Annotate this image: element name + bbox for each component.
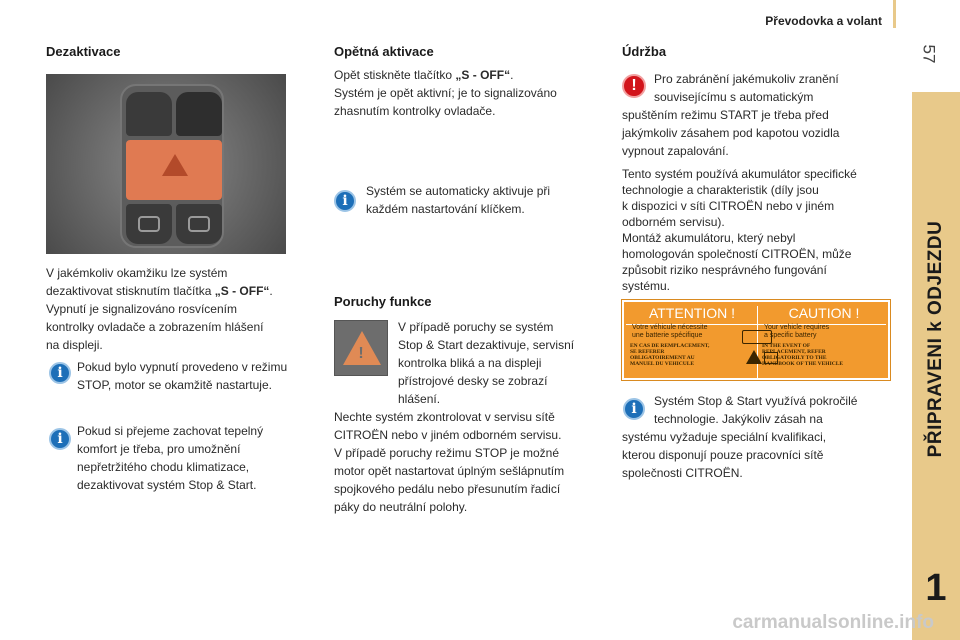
switch-console	[120, 84, 224, 248]
info-icon: i	[49, 428, 71, 450]
header-rule	[893, 0, 896, 28]
control-panel-photo	[46, 74, 286, 254]
esp-switch-icon	[126, 92, 172, 136]
maintenance-warning-text: Pro zabránění jakémukoliv zranění souvisejícímu s automatickým spuštěním režimu START je třeba před jakýmkoliv zásahem pod kapotou vozidla vypnout zapalování.	[622, 72, 840, 158]
battery-warning-label: ATTENTION ! Votre véhicule nécessite une batterie spécifique EN CAS DE REMPLACEMENT, SE REFERER OBLIGATOIREMENT AU MANUEL DU VEHICULE CAUTION ! Your vehicle requires a specific battery IN THE EVENT OF REPLACEMENT, REFER OBLIGATORILY TO THE HANDBOOK OF THE VEHICLE	[622, 300, 890, 380]
page-number: 57	[919, 44, 939, 64]
info-note-climate: Pokud si přejeme zachovat tepelný komfort je třeba, pro umožnění nepřetržitého chodu klimatizace, dezaktivovat systém Stop & Start.	[77, 424, 264, 492]
warning-triangle-icon	[746, 350, 762, 364]
heading-dezaktivace: Dezaktivace	[46, 44, 121, 59]
hazard-switch-icon	[126, 140, 222, 200]
heading-faults: Poruchy funkce	[334, 294, 432, 309]
info-note-stop-mode: Pokud bylo vypnutí provedeno v režimu STOP, motor se okamžitě nastartuje.	[77, 360, 288, 392]
info-icon: i	[623, 398, 645, 420]
reactivation-text: Opět stiskněte tlačítko „S - OFF“. Systém je opět aktivní; je to signalizováno zhasnutím kontrolky ovladače.	[334, 68, 557, 118]
info-icon: i	[49, 362, 71, 384]
stop-start-off-switch-icon	[176, 92, 222, 136]
label-caution: CAUTION !	[788, 305, 860, 321]
battery-text: Tento systém používá akumulátor specifické technologie a charakteristik (díly jsou k dispozici v síti CITROËN nebo v jiném odborném servisu). Montáž akumulátoru, který nebyl homologován společností CITROËN, může způsobit riziko nesprávného fungování systému.	[622, 167, 857, 293]
fault-service-text: Nechte systém zkontrolovat v servisu sítě CITROËN nebo v jiném odborném servisu. V případě poruchy režimu STOP je možné motor opět nastartovat úplným sešlápnutím spojkového pedálu nebo přesunutím řadicí páky do neutrální polohy.	[334, 410, 565, 514]
fault-text-block: V případě poruchy se systém Stop & Start dezaktivuje, servisní kontrolka bliká a na displeji přístrojové desky se zobrazí hlášení.	[398, 320, 575, 406]
warning-icon: !	[622, 74, 646, 98]
rear-demist-switch-icon	[126, 204, 172, 244]
heading-maintenance: Údržba	[622, 44, 667, 59]
handbook-icon	[764, 352, 778, 364]
heading-reactivation: Opětná aktivace	[334, 44, 434, 59]
windscreen-demist-switch-icon	[176, 204, 222, 244]
info-note-auto-activation: Systém se automaticky aktivuje při každém nastartování klíčkem.	[366, 184, 551, 216]
warning-triangle-icon: !	[334, 320, 388, 376]
watermark: carmanualsonline.info	[732, 612, 934, 633]
info-icon: i	[334, 190, 356, 212]
info-note-technology: Systém Stop & Start využívá pokročilé technologie. Jakýkoliv zásah na systému vyžaduje speciální kvalifikaci, kterou disponují pouze pracovníci sítě společnosti CITROËN.	[622, 394, 858, 480]
chapter-number: 1	[925, 567, 947, 609]
section-title: Převodovka a volant	[765, 14, 882, 28]
chapter-label: PŘIPRAVENI k ODJEZDU	[925, 220, 946, 458]
battery-icon	[742, 330, 772, 344]
label-attention: ATTENTION !	[648, 305, 736, 321]
deactivation-text: V jakémkoliv okamžiku lze systém dezaktivovat stisknutím tlačítka „S - OFF“. Vypnutí je signalizováno rosvícením kontrolky ovladače a zobrazením hlášení na displeji.	[46, 266, 273, 352]
chapter-side-tab	[912, 92, 960, 640]
